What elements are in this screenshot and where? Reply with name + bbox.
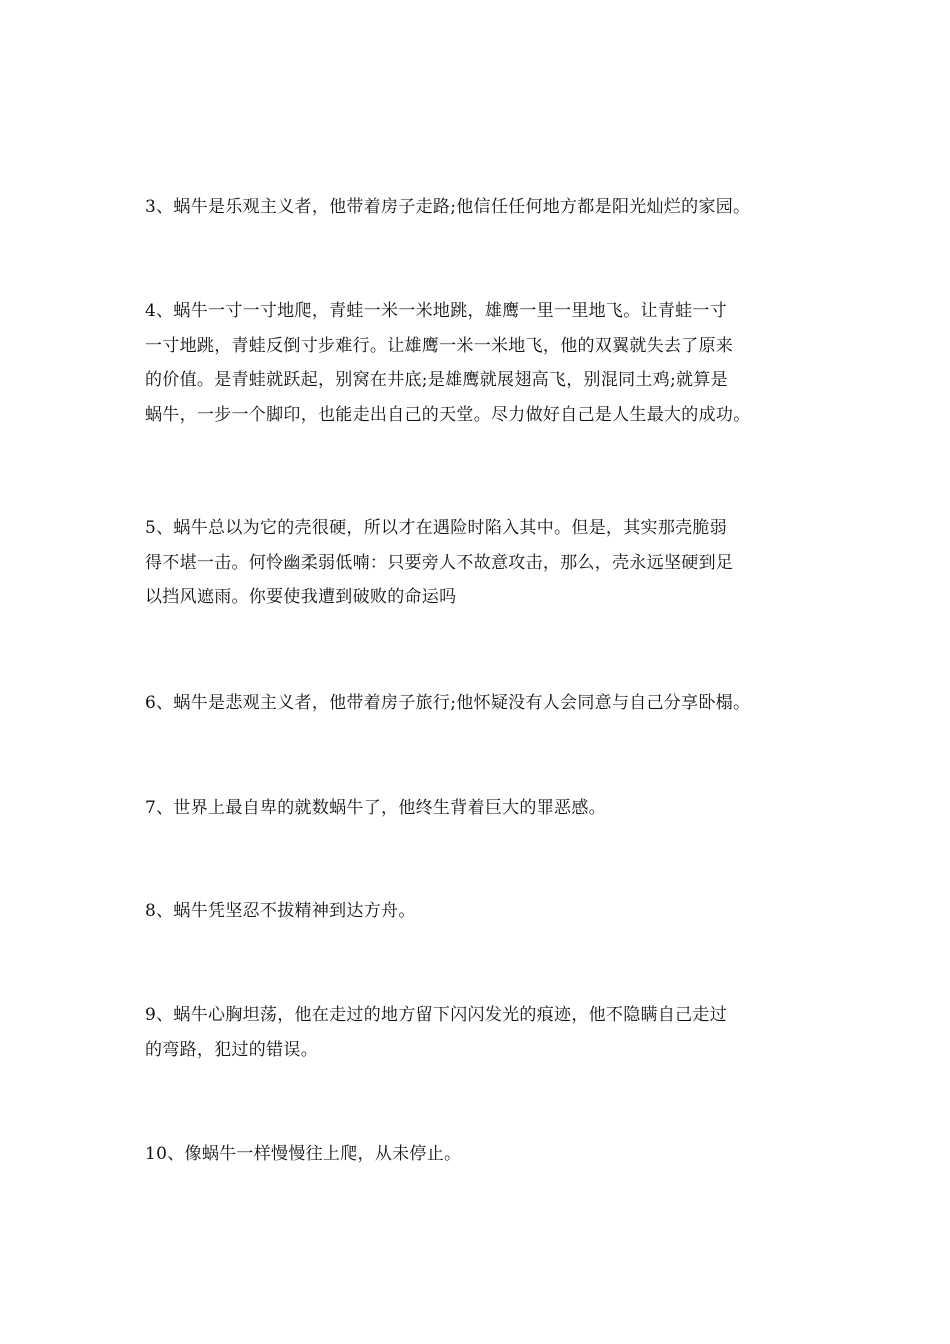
paragraph-line: 3、蜗牛是乐观主义者，他带着房子走路;他信任任何地方都是阳光灿烂的家园。	[145, 197, 751, 217]
paragraph-line: 以挡风遮雨。你要使我遭到破败的命运吗	[145, 587, 457, 607]
paragraph-line: 的弯路，犯过的错误。	[145, 1039, 318, 1060]
paragraph-10	[145, 1137, 835, 1172]
paragraph-line: 5、蜗牛总以为它的壳很硬，所以才在遇险时陷入其中。但是，其实那壳脆弱	[145, 518, 728, 538]
paragraph-5	[145, 511, 835, 615]
paragraph-line: 9、蜗牛心胸坦荡，他在走过的地方留下闪闪发光的痕迹，他不隐瞒自己走过	[145, 1005, 728, 1025]
paragraph-4	[145, 294, 835, 432]
paragraph-line: 10、像蜗牛一样慢慢往上爬，从未停止。	[145, 1144, 462, 1164]
paragraph-6	[145, 686, 835, 721]
paragraph-7	[145, 791, 835, 826]
paragraph-8	[145, 894, 835, 929]
paragraph-line: 的价值。是青蛙就跃起，别窝在井底;是雄鹰就展翅高飞，别混同土鸡;就算是	[145, 370, 728, 390]
paragraph-line: 7、世界上最自卑的就数蜗牛了，他终生背着巨大的罪恶感。	[145, 798, 606, 818]
paragraph-line: 8、蜗牛凭坚忍不拔精神到达方舟。	[145, 901, 416, 921]
paragraph-line: 一寸地跳，青蛙反倒寸步难行。让雄鹰一米一米地飞，他的双翼就失去了原来	[145, 335, 734, 356]
paragraph-3	[145, 190, 835, 225]
paragraph-line: 蜗牛，一步一个脚印，也能走出自己的天堂。尽力做好自己是人生最大的成功。	[145, 404, 751, 425]
paragraph-9	[145, 998, 835, 1067]
paragraph-line: 4、蜗牛一寸一寸地爬，青蛙一米一米地跳，雄鹰一里一里地飞。让青蛙一寸	[145, 301, 728, 321]
paragraph-line: 得不堪一击。何怜幽柔弱低喃：只要旁人不故意攻击，那么，壳永远坚硬到足	[145, 552, 734, 573]
paragraph-line: 6、蜗牛是悲观主义者，他带着房子旅行;他怀疑没有人会同意与自己分享卧榻。	[145, 693, 751, 713]
